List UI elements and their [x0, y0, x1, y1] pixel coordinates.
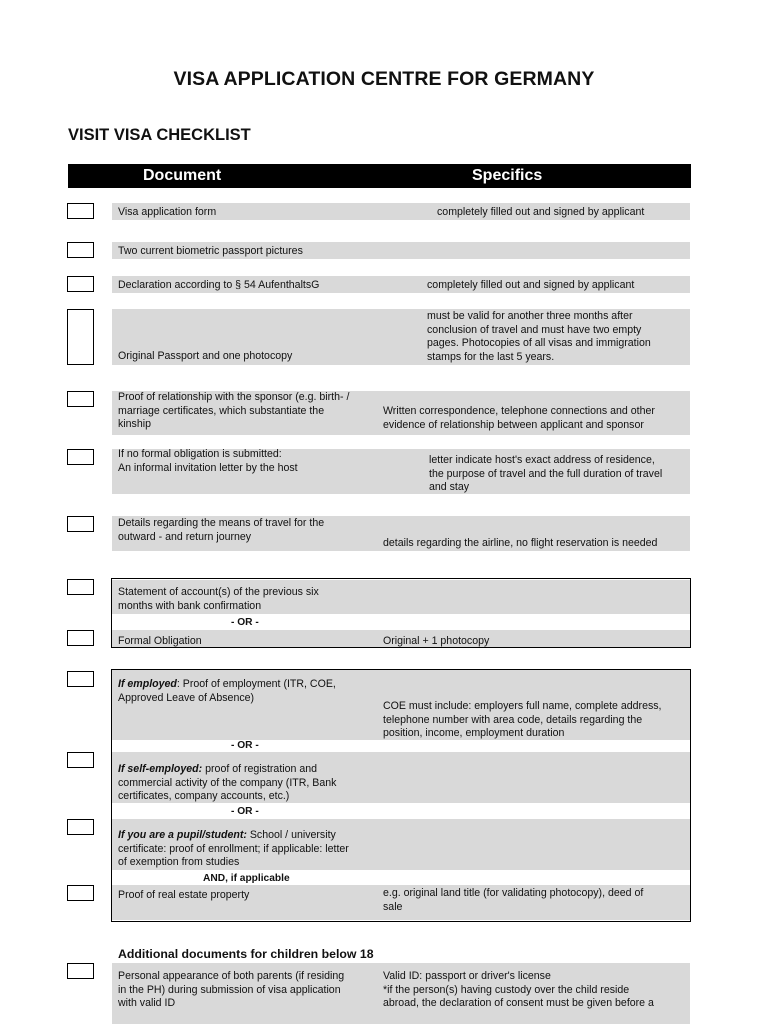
checkbox-statement-of-account[interactable] — [67, 579, 94, 595]
spec-real-estate: e.g. original land title (for validating photocopy), deed of sale — [383, 887, 644, 913]
spec-original-passport: must be valid for another three months after conclusion of travel and must have two empty pages. Photocopies of all visas and immigration stamps for the last 5 years. — [427, 310, 651, 363]
spec-formal-obligation: Original + 1 photocopy — [383, 635, 490, 647]
or-separator: - OR - — [231, 617, 259, 628]
or-separator: - OR - — [231, 740, 259, 751]
text-student: School / university certificate: proof of enrollment; if applicable: letter of exemption from studies — [118, 829, 349, 869]
checkbox-means-of-travel[interactable] — [67, 516, 94, 532]
checkbox-proof-relationship[interactable] — [67, 391, 94, 407]
spec-means-of-travel: details regarding the airline, no flight reservation is needed — [383, 537, 658, 549]
doc-passport-pictures: Two current biometric passport pictures — [118, 245, 303, 257]
checkbox-invitation-letter[interactable] — [67, 449, 94, 465]
section-children-heading: Additional documents for children below 18 — [118, 947, 374, 961]
spec-proof-relationship: Written correspondence, telephone connections and other evidence of relationship between applicant and sponsor — [383, 405, 655, 431]
page-title: VISA APPLICATION CENTRE FOR GERMANY — [173, 68, 595, 90]
spec-employed: COE must include: employers full name, complete address, telephone number with area code, details regarding the position, income, employment duration — [383, 700, 662, 740]
doc-parents-appearance: Personal appearance of both parents (if residing in the PH) during submission of visa application with valid ID — [118, 970, 345, 1010]
spec-parents-appearance: Valid ID: passport or driver's license *if the person(s) having custody over the child reside abroad, the declaration of consent must be given before a — [383, 970, 654, 1010]
doc-student — [118, 829, 349, 870]
checkbox-self-employed[interactable] — [67, 752, 94, 768]
doc-employed — [118, 678, 336, 705]
header-specifics: Specifics — [472, 167, 543, 184]
doc-visa-form: Visa application form — [118, 206, 217, 218]
doc-declaration: Declaration according to § 54 AufenthaltsG — [118, 279, 320, 291]
doc-formal-obligation: Formal Obligation — [118, 635, 202, 647]
doc-invitation-letter: If no formal obligation is submitted: An informal invitation letter by the host — [118, 448, 298, 474]
header-document: Document — [143, 167, 222, 184]
checkbox-visa-form[interactable] — [67, 203, 94, 219]
checkbox-formal-obligation[interactable] — [67, 630, 94, 646]
or-separator: - OR - — [231, 806, 259, 817]
spec-visa-form: completely filled out and signed by applicant — [437, 206, 645, 218]
lead-student: If you are a pupil/student: — [118, 829, 247, 841]
text-employed: : Proof of employment (ITR, COE, Approved Leave of Absence) — [118, 678, 336, 704]
checkbox-passport-pictures[interactable] — [67, 242, 94, 258]
checkbox-parents-appearance[interactable] — [67, 963, 94, 979]
doc-statement-of-account: Statement of account(s) of the previous six months with bank confirmation — [118, 586, 319, 612]
checklist-subtitle: VISIT VISA CHECKLIST — [68, 126, 251, 144]
checkbox-declaration[interactable] — [67, 276, 94, 292]
lead-self-employed: If self-employed: — [118, 763, 203, 775]
doc-real-estate: Proof of real estate property — [118, 889, 250, 901]
spec-declaration: completely filled out and signed by applicant — [427, 279, 635, 291]
text-self-employed: proof of registration and commercial activity of the company (ITR, Bank certificates, company accounts, etc.) — [118, 763, 337, 803]
spec-invitation-letter: letter indicate host's exact address of residence, the purpose of travel and the full duration of travel and stay — [429, 454, 663, 494]
doc-means-of-travel: Details regarding the means of travel for the outward - and return journey — [118, 517, 325, 543]
doc-original-passport: Original Passport and one photocopy — [118, 350, 293, 362]
checkbox-student[interactable] — [67, 819, 94, 835]
checkbox-employed[interactable] — [67, 671, 94, 687]
doc-self-employed — [118, 763, 336, 804]
table-header — [68, 164, 691, 188]
lead-employed: If employed — [118, 678, 177, 690]
checkbox-real-estate[interactable] — [67, 885, 94, 901]
checkbox-original-passport[interactable] — [67, 309, 94, 365]
doc-proof-relationship: Proof of relationship with the sponsor (e.g. birth- / marriage certificates, which substantiate the kinship — [118, 391, 350, 431]
and-if-applicable: AND, if applicable — [203, 873, 290, 884]
